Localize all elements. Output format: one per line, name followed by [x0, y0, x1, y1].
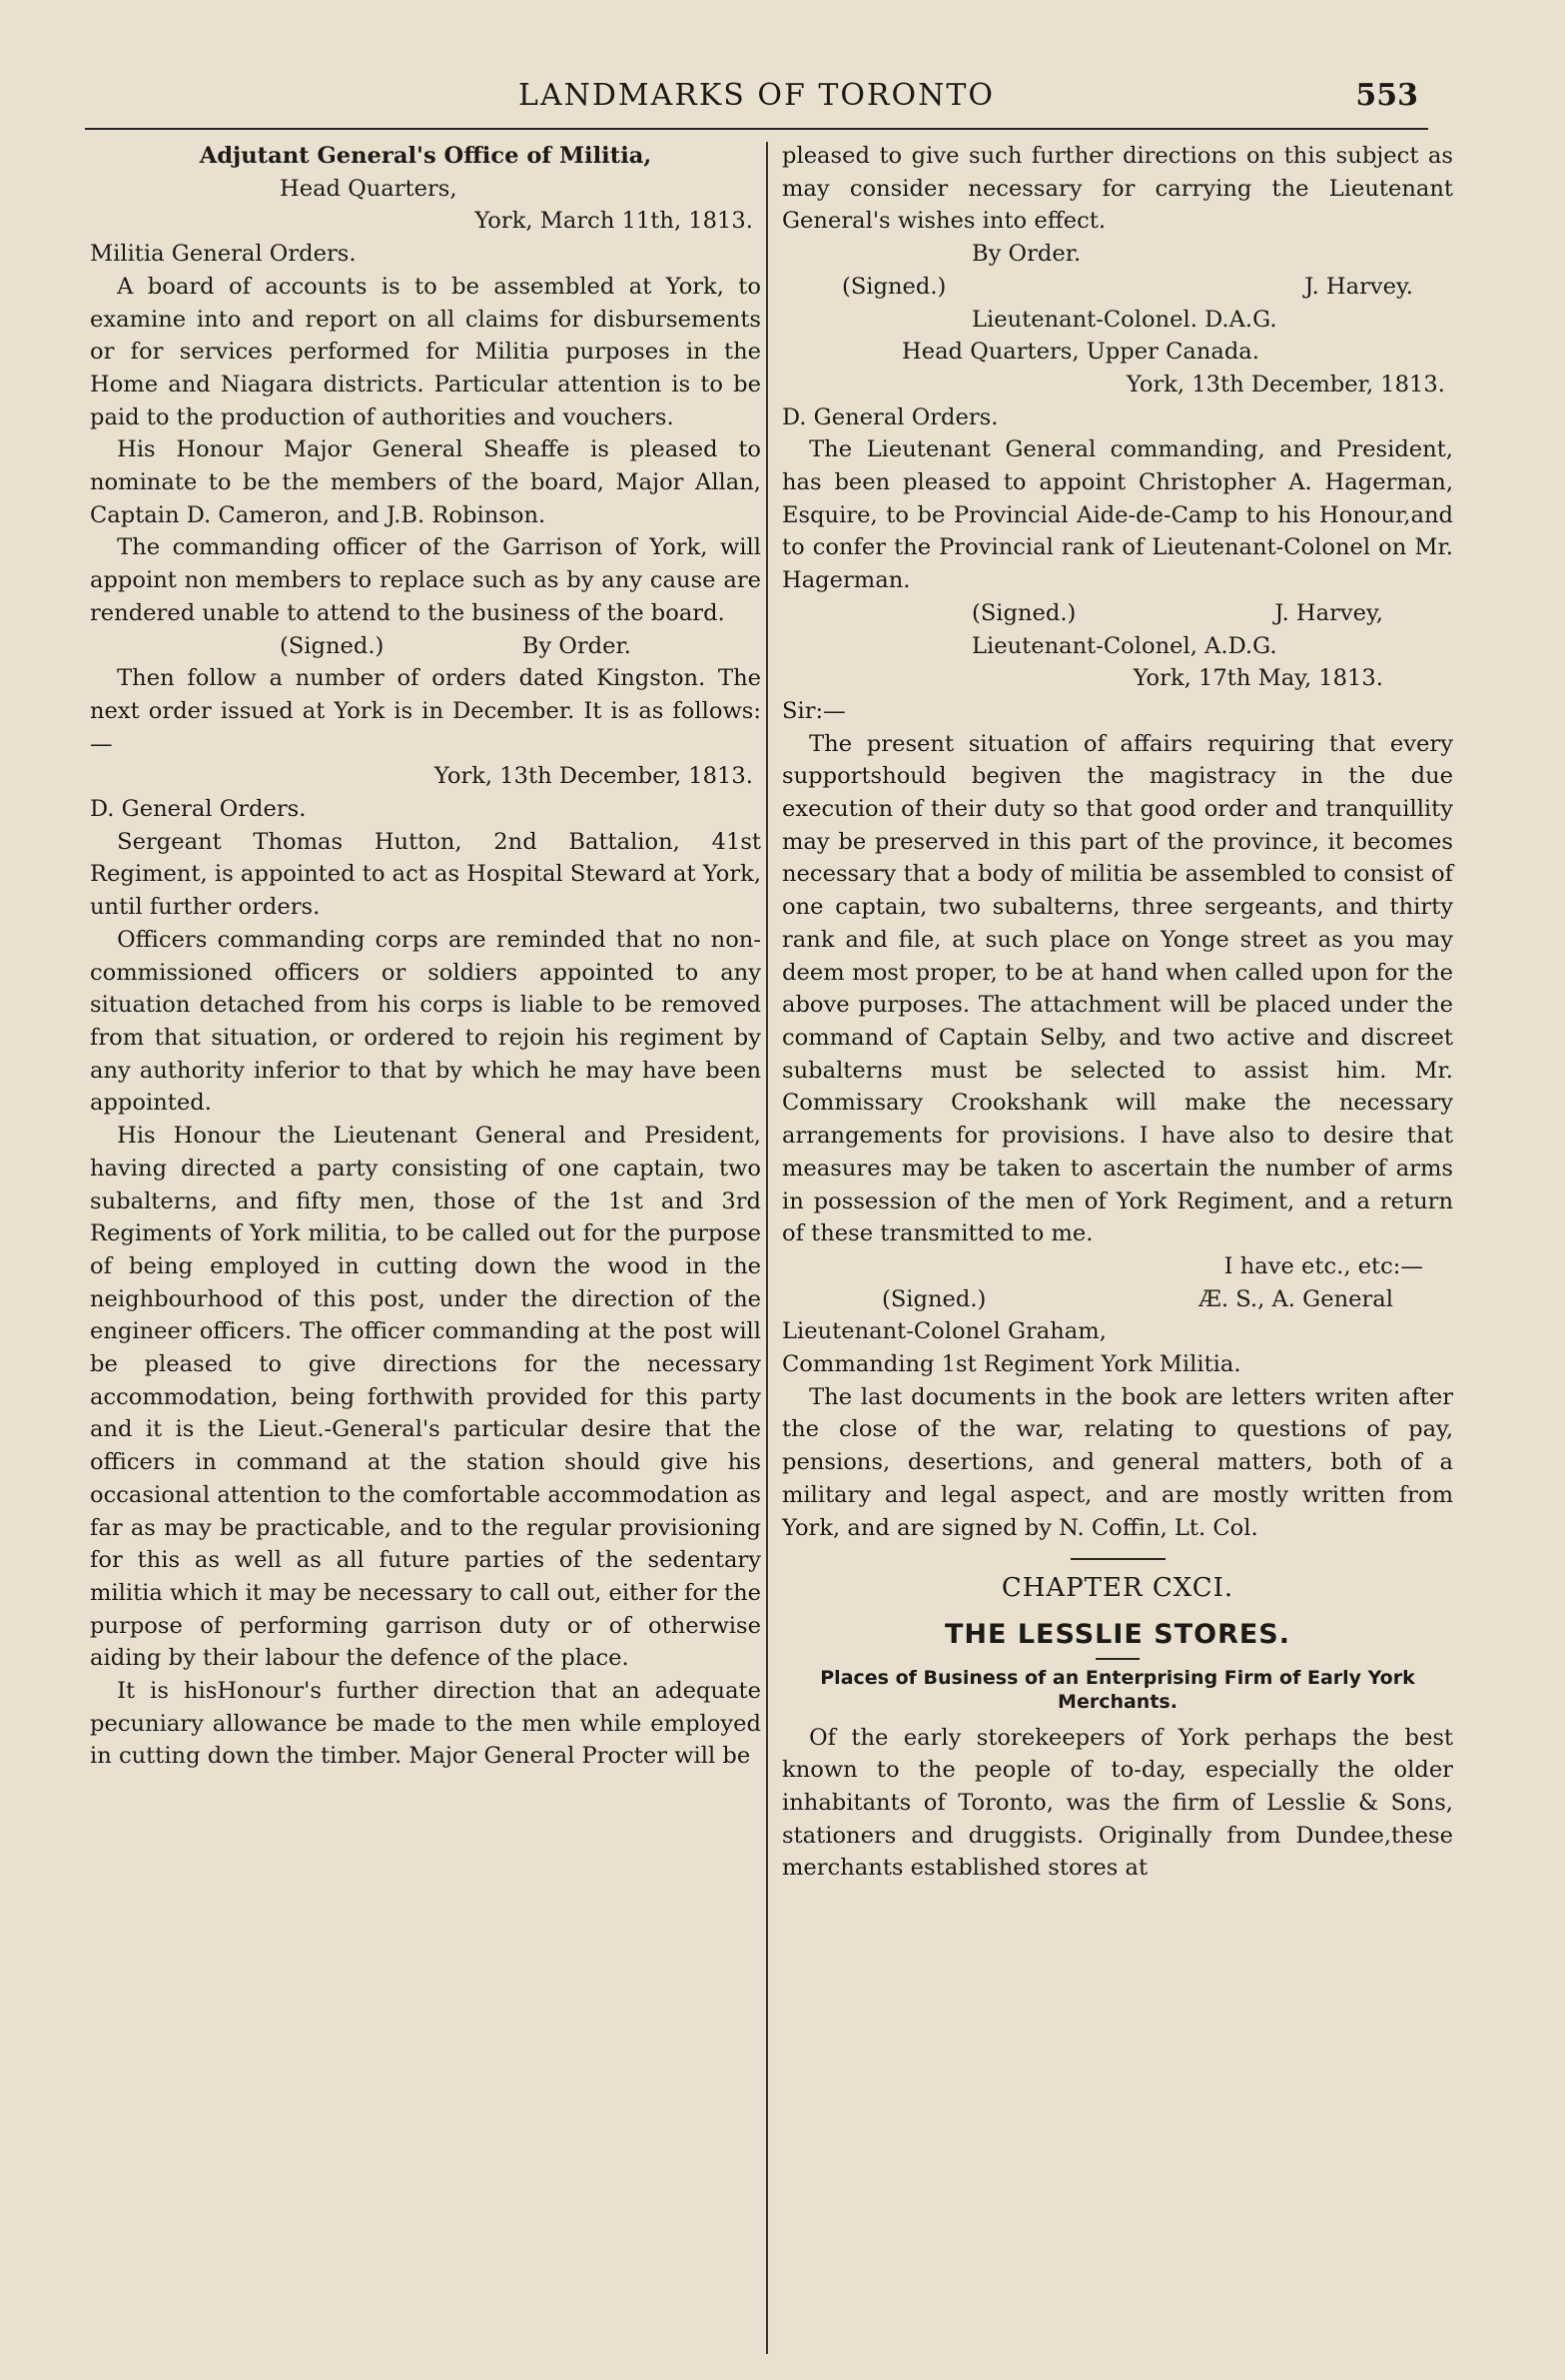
signer-rank: Lieutenant-Colonel, A.D.G.	[972, 632, 1277, 659]
date-line: York, 13th December, 1813.	[433, 763, 753, 790]
closing-line: I have etc., etc:—	[1223, 1252, 1423, 1279]
paragraph: The last documents in the book are letters writen after the close of the war, relating to questions of pay, pensions, desertions, and general matters, both of a military and legal aspect, and are mostly written from York, and are signed by N. Coffin, Lt. Col.	[782, 1383, 1453, 1541]
header-rule	[85, 128, 1428, 130]
signature-line	[90, 630, 761, 663]
paragraph: The Lieutenant General commanding, and President, has been pleased to appoint Christopher A. Hagerman, Esquire, to be Provincial Aide-de-Camp to his Honour,and to confer the Provincial rank of Lieutenant-Colonel on Mr. Hagerman.	[782, 436, 1453, 594]
paragraph: A board of accounts is to be assembled at York, to examine into and report on all claims for disbursements or for services performed for Militia purposes in the Home and Niagara districts. Particular attention is to be paid to the production of authorities and vouchers.	[90, 273, 761, 430]
date-line: York, March 11th, 1813.	[474, 208, 753, 235]
date-line: York, 17th May, 1813.	[1133, 665, 1383, 692]
paragraph: pleased to give such further directions on this subject as may consider necessary for carrying the Lieutenant General's wishes into effect.	[782, 143, 1453, 235]
right-column	[782, 140, 1453, 1885]
recipient-line: Commanding 1st Regiment York Militia.	[782, 1351, 1241, 1378]
orders-title: D. General Orders.	[782, 403, 999, 430]
signature-line	[782, 271, 1453, 304]
signature-line	[782, 597, 1453, 630]
signed-label: (Signed.)	[280, 632, 385, 659]
paragraph: The present situation of affairs requiring that every supportshould begiven the magistracy in the due execution of their duty so that good order and tranquillity may be preserved in this part of the province, it becomes necessary that a body of militia be assembled to consist of one captain, two subalterns, three sergeants, and thirty rank and file, at such place on Yonge street as you may deem most proper, to be at hand when called upon for the above purposes. The attachment will be placed under the command of Captain Selby, and two active and discreet subalterns must be selected to assist him. Mr. Commissary Crookshank will make the necessary arrangements for provisions. I have also to desire that measures may be taken to ascertain the number of arms in possession of the men of York Regiment, and a return of these transmitted to me.	[782, 730, 1453, 1247]
paragraph: Then follow a number of orders dated Kingston. The next order issued at York is in December. It is as follows:—	[90, 665, 761, 757]
signature-line	[782, 1283, 1453, 1316]
signer-name: Æ. S., A. General	[1198, 1285, 1393, 1312]
recipient-line: Lieutenant-Colonel Graham,	[782, 1318, 1107, 1345]
signed-label: (Signed.)	[882, 1285, 987, 1312]
signed-label: (Signed.)	[972, 599, 1077, 626]
page-header	[85, 78, 1428, 130]
signer-rank: Lieutenant-Colonel. D.A.G.	[972, 306, 1277, 333]
paragraph: His Honour Major General Sheaffe is pleased to nominate to be the members of the board, Major Allan, Captain D. Cameron, and J.B. Robinson.	[90, 436, 761, 528]
office-heading: Adjutant General's Office of Militia,	[199, 143, 652, 169]
left-column	[90, 140, 761, 1773]
signer-name: J. Harvey.	[1304, 273, 1413, 300]
chapter-subtitle: Places of Business of an Enterprising Firm of Early York Merchants.	[820, 1666, 1415, 1713]
paragraph: The commanding officer of the Garrison of York, will appoint non members to replace such as by any cause are rendered unable to attend to the business of the board.	[90, 534, 761, 626]
page-number: 553	[1355, 78, 1418, 113]
paragraph: Of the early storekeepers of York perhaps the best known to the people of to-day, especially the older inhabitants of Toronto, was the firm of Lesslie & Sons, stationers and druggists. Originally from Dundee,these merchants established stores at	[782, 1724, 1453, 1882]
section-rule	[1071, 1558, 1166, 1560]
signer-name: J. Harvey,	[1274, 599, 1383, 626]
section-rule	[1096, 1658, 1140, 1660]
salutation: Sir:—	[782, 697, 846, 724]
hq-heading: Head Quarters, Upper Canada.	[902, 339, 1259, 366]
by-order-label: By Order.	[521, 632, 631, 659]
hq-heading: Head Quarters,	[280, 175, 457, 202]
orders-title: D. General Orders.	[90, 796, 307, 823]
chapter-title: THE LESSLIE STORES.	[944, 1618, 1291, 1650]
signed-label: (Signed.)	[842, 273, 947, 300]
paragraph: It is hisHonour's further direction that an adequate pecuniary allowance be made to the men while employed in cutting down the timber. Major General Procter will be	[90, 1678, 761, 1770]
paragraph: Officers commanding corps are reminded that no non-commissioned officers or soldiers appointed to any situation detached from his corps is liable to be removed from that situation, or ordered to rejoin his regiment by any authority inferior to that by which he may have been appointed.	[90, 926, 761, 1117]
by-order-label: By Order.	[972, 241, 1082, 268]
paragraph: His Honour the Lieutenant General and President, having directed a party consisting of one captain, two subalterns, and fifty men, those of the 1st and 3rd Regiments of York militia, to be called out for the purpose of being employed in cutting down the wood in the neighbourhood of this post, under the direction of the engineer officers. The officer commanding at the post will be pleased to give directions for the necessary accommodation, being forthwith provided for this party and it is the Lieut.-General's particular desire that the officers in command at the station should give his occasional attention to the comfortable accommodation as far as may be practicable, and to the regular provisioning for this as well as all future parties of the sedentary militia which it may be necessary to call out, either for the purpose of performing garrison duty or of otherwise aiding by their labour the defence of the place.	[90, 1123, 762, 1672]
paragraph: Sergeant Thomas Hutton, 2nd Battalion, 41st Regiment, is appointed to act as Hospital Steward at York, until further orders.	[90, 828, 761, 921]
chapter-number: CHAPTER CXCI.	[1001, 1573, 1234, 1604]
orders-title: Militia General Orders.	[90, 241, 357, 268]
date-line: York, 13th December, 1813.	[1126, 371, 1445, 397]
running-title: LANDMARKS OF TORONTO	[518, 78, 995, 113]
column-divider	[766, 142, 768, 2354]
